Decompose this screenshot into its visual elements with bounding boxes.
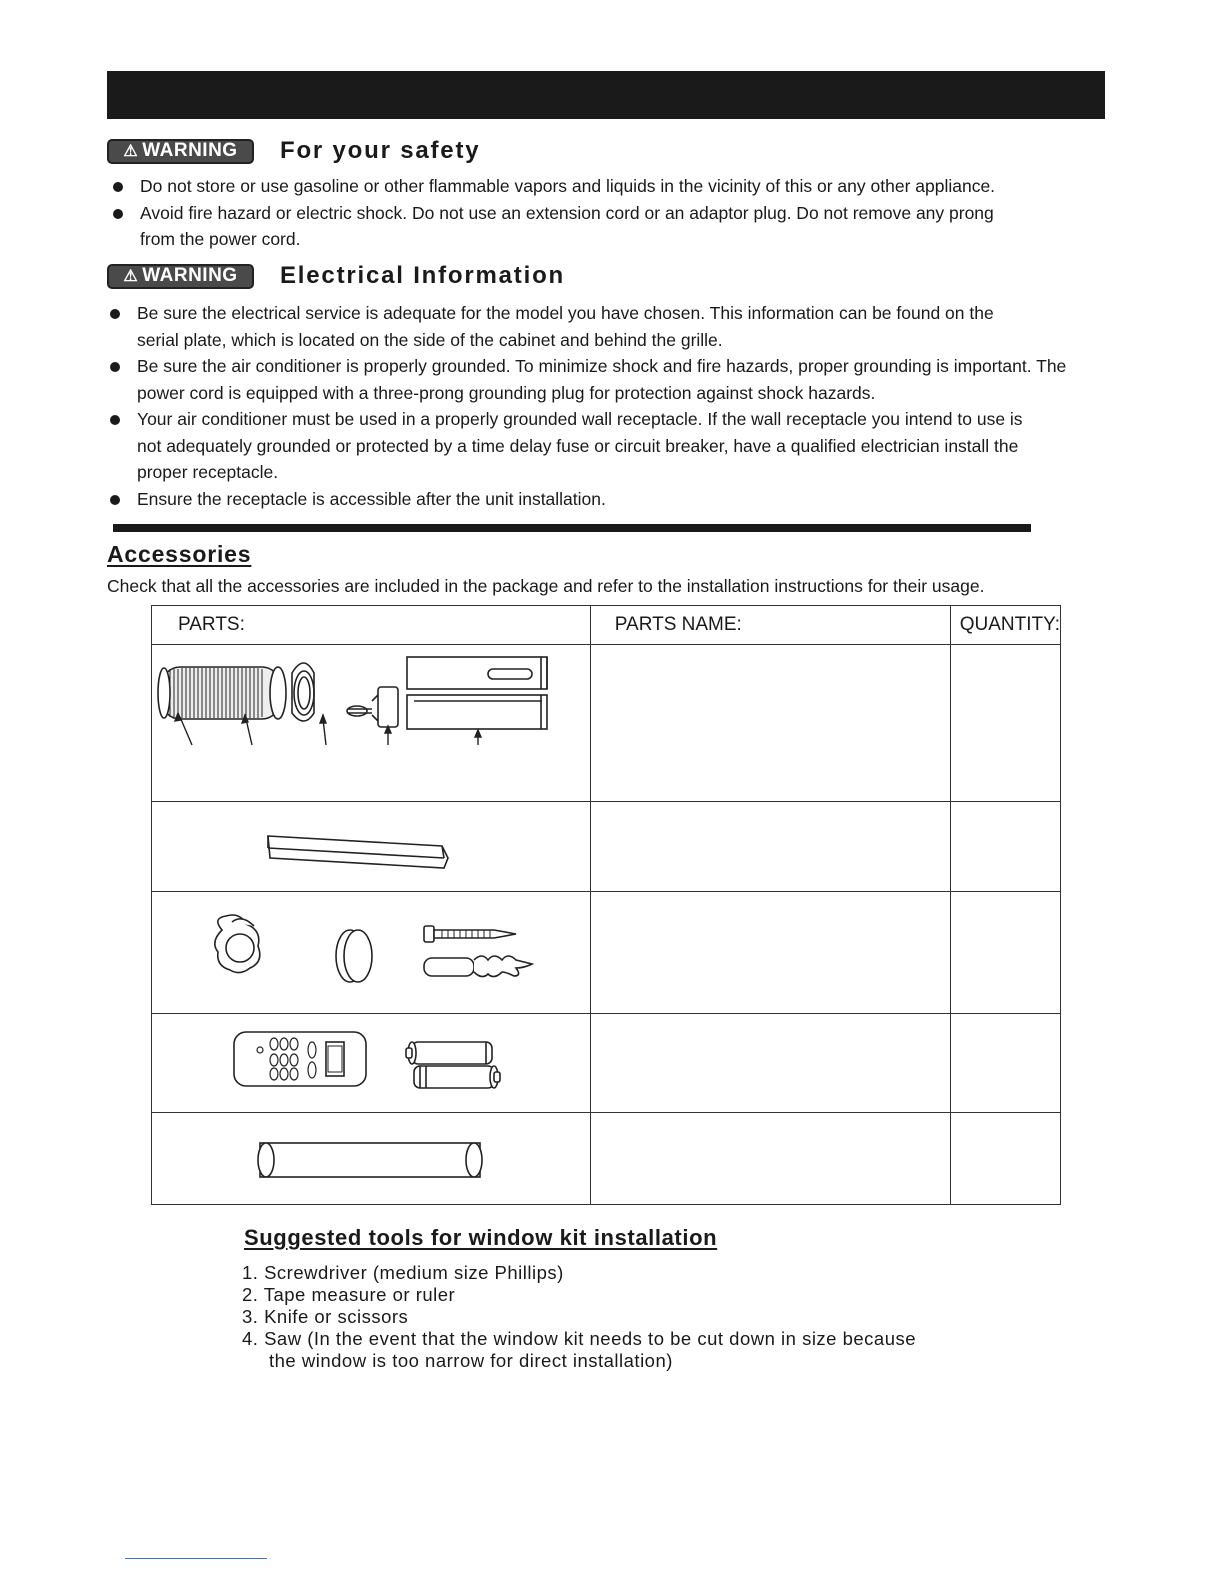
electrical-item: Be sure the air conditioner is properly grounded. To minimize shock and fire hazards, proper grounding is important. The power cord is equipped with a three-prong grounding plug for protection against shock hazards. (137, 353, 1072, 406)
part-image-cell (152, 645, 591, 802)
parts-header: PARTS: (152, 606, 591, 645)
table-row (152, 802, 1061, 892)
part-image-cell (152, 802, 591, 892)
drain-hose-icon (152, 1113, 566, 1203)
electrical-item: Be sure the electrical service is adequate for the model you have chosen. This information can be found on the serial plate, which is located on the side of the cabinet and behind the grille. (137, 300, 1017, 353)
quantity-cell (950, 1113, 1060, 1205)
tool-item: 3. Knife or scissors (242, 1306, 409, 1327)
quantity-cell (950, 802, 1060, 892)
electrical-title: Electrical Information (280, 262, 565, 289)
part-image-cell (152, 1113, 591, 1205)
safety-title: For your safety (280, 137, 481, 164)
section-divider (113, 524, 1031, 532)
quantity-cell (950, 892, 1060, 1014)
tool-item-text: 4. Saw (In the event that the window kit needs to be cut down in size because (242, 1328, 917, 1349)
tool-item (242, 1328, 916, 1372)
warning-badge: ⚠ WARNING (107, 139, 254, 164)
electrical-list (137, 300, 1072, 512)
safety-warning-heading (107, 137, 480, 165)
quantity-cell (950, 1014, 1060, 1113)
quantity-header: QUANTITY: (950, 606, 1060, 645)
foam-strip-icon (152, 802, 566, 890)
safety-item: Avoid fire hazard or electric shock. Do not use an extension cord or an adaptor plug. Do not remove any prong from the power cord. (140, 200, 1000, 253)
part-image-cell (152, 1014, 591, 1113)
safety-list (140, 173, 1090, 253)
accessories-title: Accessories (107, 541, 252, 567)
exhaust-hose-kit-icon (152, 645, 566, 800)
part-name-cell (590, 1113, 950, 1205)
accessories-table (151, 605, 1061, 1205)
drain-fittings-screws-icon (152, 892, 566, 1012)
tool-item: 1. Screwdriver (medium size Phillips) (242, 1262, 564, 1283)
part-image-cell (152, 892, 591, 1014)
table-row (152, 645, 1061, 802)
header-bar (107, 71, 1105, 119)
electrical-warning-heading (107, 262, 565, 290)
warning-triangle-icon: ⚠ (123, 268, 139, 285)
safety-item: Do not store or use gasoline or other flammable vapors and liquids in the vicinity of this or any other appliance. (140, 173, 1090, 200)
remote-batteries-icon (152, 1014, 566, 1111)
footer-line (125, 1558, 267, 1559)
part-name-cell (590, 645, 950, 802)
table-row (152, 1113, 1061, 1205)
quantity-cell (950, 645, 1060, 802)
tool-item-continuation: the window is too narrow for direct installation) (269, 1350, 673, 1371)
warning-badge: ⚠ WARNING (107, 264, 254, 289)
warning-triangle-icon: ⚠ (123, 143, 139, 160)
accessories-description: Check that all the accessories are included in the package and refer to the installation instructions for their usage. (107, 576, 985, 596)
tool-item: 2. Tape measure or ruler (242, 1284, 456, 1305)
electrical-item: Your air conditioner must be used in a properly grounded wall receptacle. If the wall receptacle you intend to use is not adequately grounded or protected by a time delay fuse or circuit breaker, have a qualified electrician install the proper receptacle. (137, 406, 1027, 486)
part-name-cell (590, 892, 950, 1014)
table-row (152, 892, 1061, 1014)
tools-title: Suggested tools for window kit installation (244, 1225, 718, 1250)
part-name-cell (590, 1014, 950, 1113)
table-row (152, 1014, 1061, 1113)
part-name-cell (590, 802, 950, 892)
tools-list (242, 1262, 916, 1372)
table-header-row (152, 606, 1061, 645)
electrical-item: Ensure the receptacle is accessible after the unit installation. (137, 486, 1072, 513)
parts-name-header: PARTS NAME: (590, 606, 950, 645)
